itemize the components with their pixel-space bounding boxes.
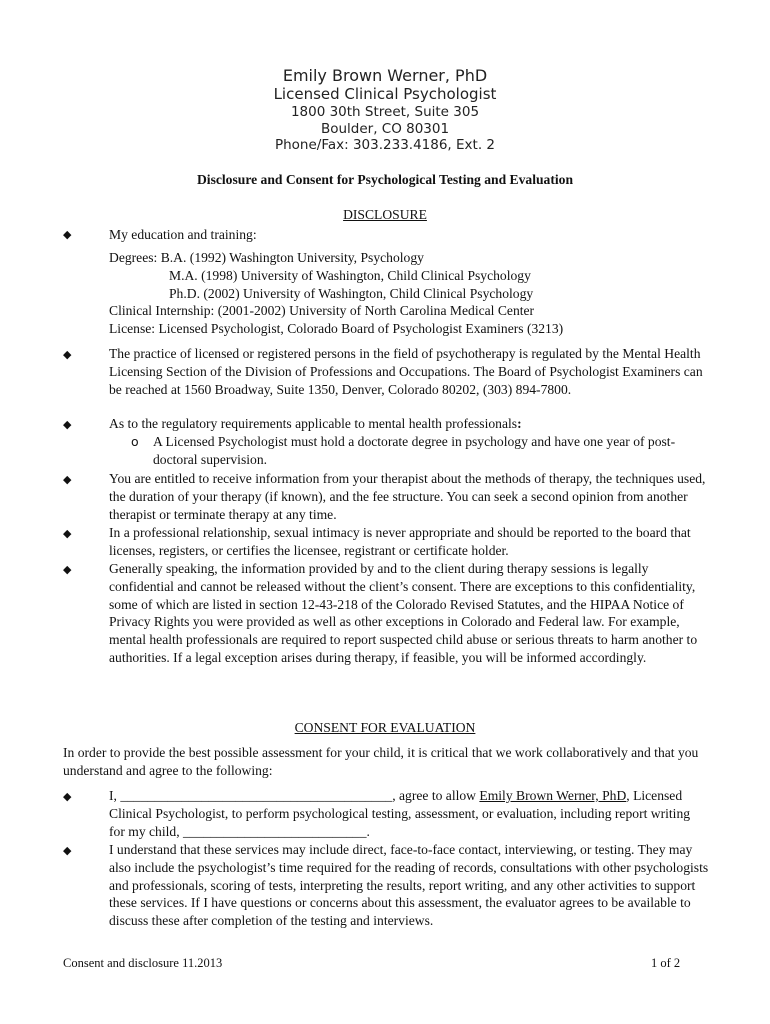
bullet-icon: ◆ xyxy=(63,474,72,486)
degree-ba: Degrees: B.A. (1992) Washington University, Psychology xyxy=(109,250,424,265)
consent-heading: CONSENT FOR EVALUATION xyxy=(294,720,476,735)
footer-page-number: 1 of 2 xyxy=(651,956,681,970)
degree-phd: Ph.D. (2002) University of Washington, Child Clinical Psychology xyxy=(169,286,534,301)
disclosure-heading: DISCLOSURE xyxy=(343,207,427,222)
sub-requirement: A Licensed Psychologist must hold a doctorate degree in psychology and have one year of post-doctoral supervision. xyxy=(153,434,676,467)
document-title: Disclosure and Consent for Psychological Testing and Evaluation xyxy=(196,172,574,187)
agree-text-start: I, ________________________________________, agree to allow xyxy=(109,788,480,803)
sub-bullet-icon: o xyxy=(131,434,139,449)
services-paragraph: I understand that these services may include direct, face-to-face contact, interviewing, or testing. They may also include the psychologist’s time required for the reading of records, consultations with other psychologists and professionals, scoring of tests, interpreting the results, report writing, and any other activities to support these services. If I have questions or concerns about this assessment, the evaluator agrees to be available to discuss these after completion of the testing and interviews. xyxy=(109,842,709,929)
consent-agreement xyxy=(109,787,709,840)
regulation-paragraph: The practice of licensed or registered persons in the field of psychotherapy is regulated by the Mental Health Licensing Section of the Division of Professions and Occupations. The Board of Psychologist Examiners can be reached at 1560 Broadway, Suite 1350, Denver, Colorado 80202, (303) 894-7800. xyxy=(109,346,703,397)
footer-doc-id: Consent and disclosure 11.2013 xyxy=(63,956,223,970)
psychologist-name: Emily Brown Werner, PhD xyxy=(479,788,627,803)
entitled-paragraph: You are entitled to receive information from your therapist about the methods of therapy, the techniques used, the duration of your therapy (if known), and the fee structure. You can seek a second opinion from another therapist or terminate therapy at any time. xyxy=(109,471,706,522)
requirements-colon: : xyxy=(517,416,522,431)
requirements-paragraph xyxy=(109,415,522,433)
degree-ma: M.A. (1998) University of Washington, Child Clinical Psychology xyxy=(169,268,531,283)
letterhead-address-line1: 1800 30th Street, Suite 305 xyxy=(290,104,480,120)
bullet-icon: ◆ xyxy=(63,564,72,576)
letterhead-title: Licensed Clinical Psychologist xyxy=(273,85,497,103)
consent-intro: In order to provide the best possible assessment for your child, it is critical that we work collaboratively and that you understand and agree to the following: xyxy=(63,745,699,778)
bullet-icon: ◆ xyxy=(63,229,72,241)
bullet-icon: ◆ xyxy=(63,419,72,431)
bullet-icon: ◆ xyxy=(63,528,72,540)
bullet-icon: ◆ xyxy=(63,349,72,361)
bullet-icon: ◆ xyxy=(63,845,72,857)
letterhead-address-line2: Boulder, CO 80301 xyxy=(320,121,450,137)
intimacy-paragraph: In a professional relationship, sexual intimacy is never appropriate and should be reported to the board that licenses, registers, or certifies the licensee, registrant or certificate holder. xyxy=(109,525,691,558)
requirements-text: As to the regulatory requirements applicable to mental health professionals xyxy=(109,416,518,431)
letterhead-name: Emily Brown Werner, PhD xyxy=(282,66,488,85)
agree-text-end: , Licensed Clinical Psychologist, to perform psychological testing, assessment, or evaluation, including report writing for my child, ___________________________. xyxy=(109,788,691,839)
internship: Clinical Internship: (2001-2002) University of North Carolina Medical Center xyxy=(109,303,535,318)
bullet-icon: ◆ xyxy=(63,791,72,803)
letterhead-phone: Phone/Fax: 303.233.4186, Ext. 2 xyxy=(274,137,496,153)
license: License: Licensed Psychologist, Colorado Board of Psychologist Examiners (3213) xyxy=(109,321,564,336)
education-intro: My education and training: xyxy=(109,227,257,242)
confidentiality-paragraph: Generally speaking, the information provided by and to the client during therapy sessions is legally confidential and cannot be released without the client’s consent. There are exceptions to this confidentiality, some of which are listed in section 12-43-218 of the Colorado Revised Statutes, and the HIPAA Notice of Privacy Rights you were provided as well as other exceptions in Colorado and Federal law. For example, mental health professionals are required to report suspected child abuse or serious threats to harm another to authorities. If a legal exception arises during therapy, if feasible, you will be informed accordingly. xyxy=(109,561,698,665)
